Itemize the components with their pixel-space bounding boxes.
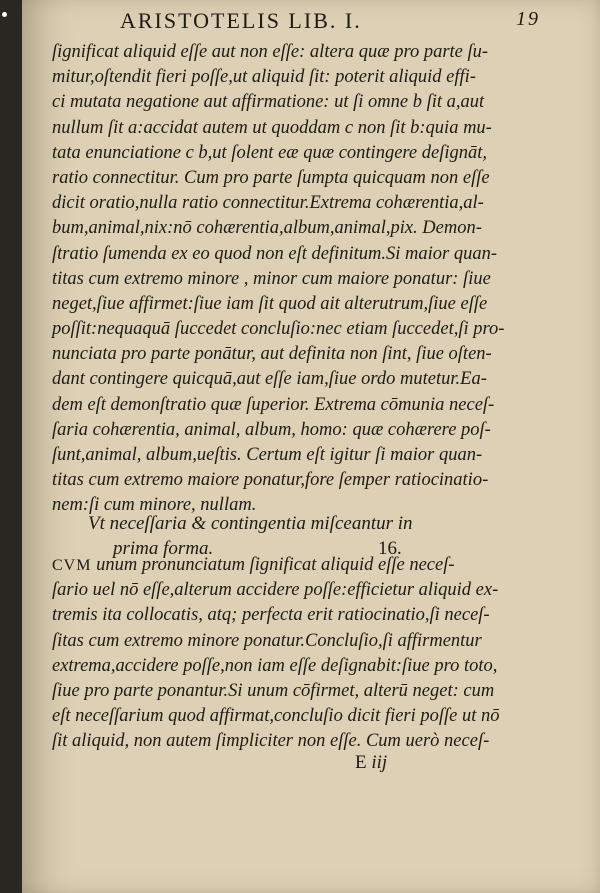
text-line: ſiue pro parte ponantur.Si unum cōfirmet, alterū neget: cum [52,680,495,701]
text-line: ſitas cum extremo minore ponatur.Concluſio,ſi affirmentur [52,630,482,651]
text-line: titas cum extremo maiore ponatur,fore ſemper ratiocinatio- [52,470,489,491]
text-line: tata enunciatione c b,ut ſolent eæ quæ contingere deſignāt, [52,142,488,163]
paragraph-2 [52,553,572,755]
text-line: ſignificat aliquid eſſe aut non eſſe: altera quæ pro parte ſu- [52,42,489,62]
section-heading-line-2-text: prima forma. [113,538,214,559]
text-line: titas cum extremo minore , minor cum maiore ponatur: ſiue [52,268,491,289]
text-line: eſt neceſſarium quod affirmat,concluſio dicit fieri poſſe ut nō [52,706,500,727]
text-line: ratio connectitur. Cum pro parte ſumpta quicquam non eſſe [52,167,490,188]
text-line: ſunt,animal, album,ueſtis. Certum eſt igitur ſi maior quan- [52,445,483,465]
paragraph-1 [52,40,572,519]
text-line: dem eſt demonſtratio quæ ſuperior. Extrema cōmunia neceſ- [52,394,495,415]
text-line: bum,animal,nix:nō cohærentia,album,animal,pix. Demon- [52,218,482,239]
text-line: mitur,oſtendit fieri poſſe,ut aliquid ſit: poterit aliquid effi- [52,67,476,88]
signature-letter: E [355,752,367,773]
signature-mark [355,752,475,774]
text-line: ſario uel nō eſſe,alterum accidere poſſe:efficietur aliquid ex- [52,580,499,601]
text-line: poſſit:nequaquā ſuccedet concluſio:nec etiam ſuccedet,ſi pro- [52,319,505,340]
text-line: neget,ſiue affirmet:ſiue iam ſit quod ait alterutrum,ſiue eſſe [52,293,488,314]
text-line: dicit oratio,nulla ratio connectitur.Extrema cohærentia,al- [52,193,484,214]
text-line: dant contingere quicquā,aut eſſe iam,ſiue ordo mutetur.Ea- [52,369,487,390]
text-line: tremis ita collocatis, atq; perfecta erit ratiocinatio,ſi neceſ- [52,605,490,626]
running-title: ARISTOTELIS LIB. I. [120,8,362,33]
gutter-dot [2,12,7,17]
text-line: nullum ſit a:accidat autem ut quoddam c non ſit b:quia mu- [52,117,492,138]
text-line: ci mutata negatione aut affirmatione: ut ſi omne b ſit a,aut [52,92,485,113]
text-line: nem:ſi cum minore, nullam. [52,495,257,516]
folio-number: 19 [516,8,540,30]
section-heading-line-1: Vt neceſſaria & contingentia miſceantur in [88,513,413,534]
text-line: ſaria cohærentia, animal, album, homo: quæ cohærere poſ- [52,419,491,440]
book-gutter [0,0,22,893]
text-line: ſtratio ſumenda ex eo quod non eſt definitum.Si maior quan- [52,243,497,264]
section-number: 16. [378,538,402,559]
text-line: nunciata pro parte ponātur, aut definita non ſint, ſiue oſten- [52,344,492,365]
first-line-rest: unum pronunciatum ſignificat aliquid eſſe neceſ- [91,555,455,575]
running-header [120,8,560,38]
text-line-first [52,553,572,578]
signature-number: iij [371,752,388,773]
text-line: ſit aliquid, non autem ſimpliciter non eſſe. Cum uerò neceſ- [52,731,490,752]
text-line: extrema,accidere poſſe,non iam eſſe deſignabit:ſiue pro toto, [52,655,498,676]
initial-words: CVM [52,557,92,574]
